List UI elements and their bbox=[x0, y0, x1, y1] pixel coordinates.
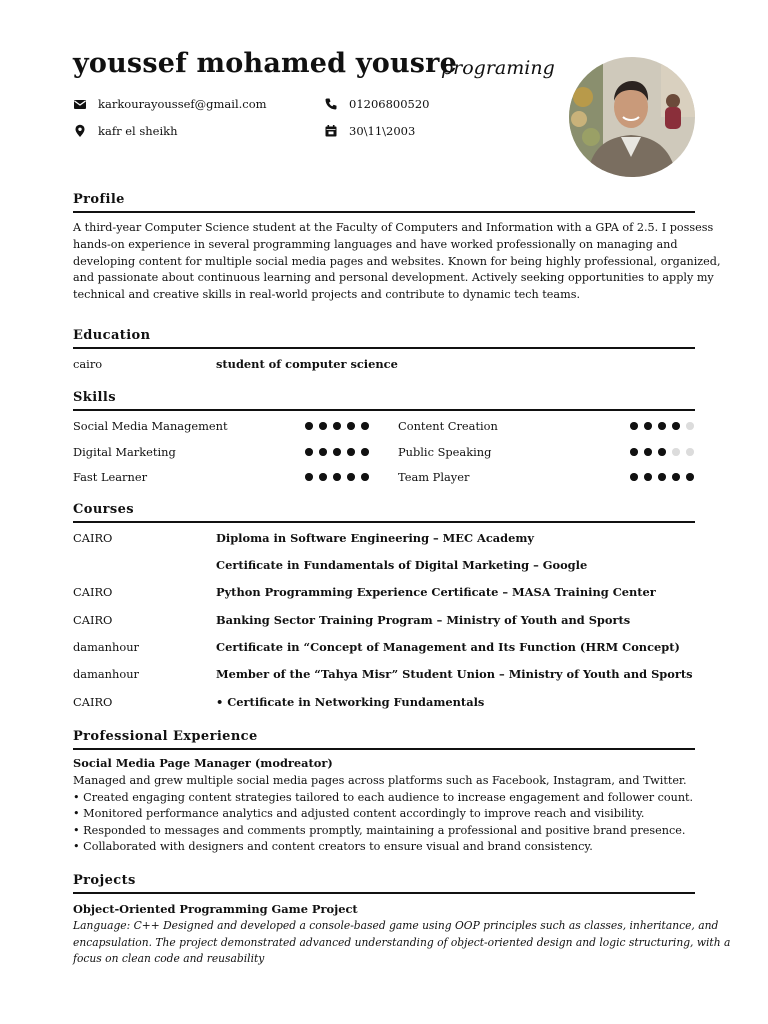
candidate-name: youssef mohamed yousre bbox=[73, 48, 457, 79]
experience-line: • Monitored performance analytics and adjusted content accordingly to improve reach and visibility. bbox=[73, 807, 645, 820]
skill-name: Team Player bbox=[398, 470, 470, 484]
rating-dot-empty bbox=[686, 448, 694, 456]
rating-dot-filled bbox=[319, 448, 327, 456]
skill-rating bbox=[630, 448, 694, 456]
project-line: focus on clean code and reusability bbox=[73, 952, 265, 965]
skill-rating bbox=[630, 473, 694, 481]
skill-rating bbox=[305, 448, 369, 456]
profile-line: developing content for multiple social media pages and websites. Known for being highly professional, organized, bbox=[73, 254, 721, 268]
rating-dot-filled bbox=[672, 473, 680, 481]
skills-divider bbox=[73, 409, 695, 411]
rating-dot-filled bbox=[319, 422, 327, 430]
profile-photo bbox=[569, 57, 695, 177]
skill-name: Digital Marketing bbox=[73, 445, 176, 459]
skill-rating bbox=[305, 473, 369, 481]
rating-dot-filled bbox=[686, 473, 694, 481]
rating-dot-filled bbox=[658, 473, 666, 481]
education-heading: Education bbox=[73, 328, 151, 343]
project-description bbox=[73, 918, 731, 968]
project-name: Object-Oriented Programming Game Project bbox=[73, 902, 358, 916]
skill-name: Public Speaking bbox=[398, 445, 492, 459]
profile-summary bbox=[73, 220, 721, 304]
rating-dot-filled bbox=[347, 422, 355, 430]
rating-dot-filled bbox=[644, 473, 652, 481]
birthdate-text: 30\11\2003 bbox=[349, 124, 416, 138]
rating-dot-filled bbox=[672, 422, 680, 430]
profile-line: A third-year Computer Science student at the Faculty of Computers and Information with a GPA of 2.5. I possess bbox=[73, 221, 714, 234]
contact-email[interactable] bbox=[73, 97, 267, 111]
contact-phone[interactable] bbox=[324, 97, 429, 111]
course-place: CAIRO bbox=[73, 613, 113, 627]
candidate-role: programing bbox=[441, 57, 555, 79]
contact-location bbox=[73, 124, 178, 138]
phone-text: 01206800520 bbox=[349, 97, 430, 111]
envelope-icon bbox=[73, 97, 87, 111]
experience-line: Managed and grew multiple social media pages across platforms such as Facebook, Instagram, and Twitter. bbox=[73, 774, 687, 787]
course-place: CAIRO bbox=[73, 585, 113, 599]
education-divider bbox=[73, 347, 695, 349]
rating-dot-filled bbox=[658, 448, 666, 456]
course-name: Python Programming Experience Certificate – MASA Training Center bbox=[216, 585, 656, 599]
skill-name: Social Media Management bbox=[73, 419, 228, 433]
project-line: Language: C++ Designed and developed a console-based game using OOP principles such as classes, inheritance, and bbox=[73, 919, 719, 932]
rating-dot-filled bbox=[658, 422, 666, 430]
rating-dot-filled bbox=[361, 448, 369, 456]
skills-heading: Skills bbox=[73, 390, 116, 405]
course-name: Certificate in “Concept of Management and Its Function (HRM Concept) bbox=[216, 640, 680, 654]
project-line: encapsulation. The project demonstrated advanced understanding of object-oriented design and logic structuring, with a bbox=[73, 935, 731, 949]
courses-divider bbox=[73, 521, 695, 523]
course-place: CAIRO bbox=[73, 695, 113, 709]
experience-line: • Responded to messages and comments promptly, maintaining a professional and positive brand presence. bbox=[73, 823, 686, 837]
course-name: Member of the “Tahya Misr” Student Union – Ministry of Youth and Sports bbox=[216, 667, 693, 681]
map-pin-icon bbox=[73, 124, 87, 138]
email-text: karkourayoussef@gmail.com bbox=[98, 97, 267, 111]
profile-line: hands-on experience in several programming languages and have worked professionally on managing and bbox=[73, 237, 678, 251]
experience-heading: Professional Experience bbox=[73, 729, 258, 744]
experience-role: Social Media Page Manager (modreator) bbox=[73, 756, 333, 770]
rating-dot-filled bbox=[347, 473, 355, 481]
rating-dot-filled bbox=[305, 448, 313, 456]
education-degree: student of computer science bbox=[216, 357, 398, 371]
profile-line: and passionate about continuous learning and personal development. Actively seeking opportunities to apply my bbox=[73, 271, 714, 285]
skill-name: Content Creation bbox=[398, 419, 498, 433]
rating-dot-empty bbox=[672, 448, 680, 456]
course-place: damanhour bbox=[73, 640, 139, 654]
rating-dot-empty bbox=[686, 422, 694, 430]
course-name: Diploma in Software Engineering – MEC Academy bbox=[216, 531, 535, 545]
rating-dot-filled bbox=[319, 473, 327, 481]
rating-dot-filled bbox=[347, 448, 355, 456]
course-place: damanhour bbox=[73, 667, 139, 681]
rating-dot-filled bbox=[361, 422, 369, 430]
rating-dot-filled bbox=[644, 422, 652, 430]
experience-divider bbox=[73, 748, 695, 750]
experience-line: • Created engaging content strategies tailored to each audience to increase engagement and follower count. bbox=[73, 790, 694, 804]
course-place: CAIRO bbox=[73, 531, 113, 545]
education-place: cairo bbox=[73, 357, 103, 371]
course-name: Banking Sector Training Program – Ministry of Youth and Sports bbox=[216, 613, 631, 627]
contact-birthdate bbox=[324, 124, 415, 138]
course-name: Certificate in Fundamentals of Digital Marketing – Google bbox=[216, 558, 588, 572]
skill-rating bbox=[630, 422, 694, 430]
calendar-icon bbox=[324, 124, 338, 138]
rating-dot-filled bbox=[630, 448, 638, 456]
experience-details bbox=[73, 773, 693, 856]
projects-heading: Projects bbox=[73, 873, 136, 888]
profile-heading: Profile bbox=[73, 192, 125, 207]
profile-divider bbox=[73, 211, 695, 213]
phone-icon bbox=[324, 97, 338, 111]
rating-dot-filled bbox=[333, 422, 341, 430]
rating-dot-filled bbox=[305, 422, 313, 430]
skill-rating bbox=[305, 422, 369, 430]
rating-dot-filled bbox=[630, 422, 638, 430]
projects-divider bbox=[73, 892, 695, 894]
course-name: • Certificate in Networking Fundamentals bbox=[216, 695, 485, 709]
profile-line: technical and creative skills in real-world projects and contribute to dynamic tech teams. bbox=[73, 288, 580, 302]
rating-dot-filled bbox=[333, 473, 341, 481]
rating-dot-filled bbox=[644, 448, 652, 456]
rating-dot-filled bbox=[361, 473, 369, 481]
skill-name: Fast Learner bbox=[73, 470, 148, 484]
courses-heading: Courses bbox=[73, 502, 135, 517]
experience-line: • Collaborated with designers and content creators to ensure visual and brand consistency. bbox=[73, 840, 593, 853]
rating-dot-filled bbox=[305, 473, 313, 481]
location-text: kafr el sheikh bbox=[98, 124, 178, 138]
rating-dot-filled bbox=[630, 473, 638, 481]
rating-dot-filled bbox=[333, 448, 341, 456]
